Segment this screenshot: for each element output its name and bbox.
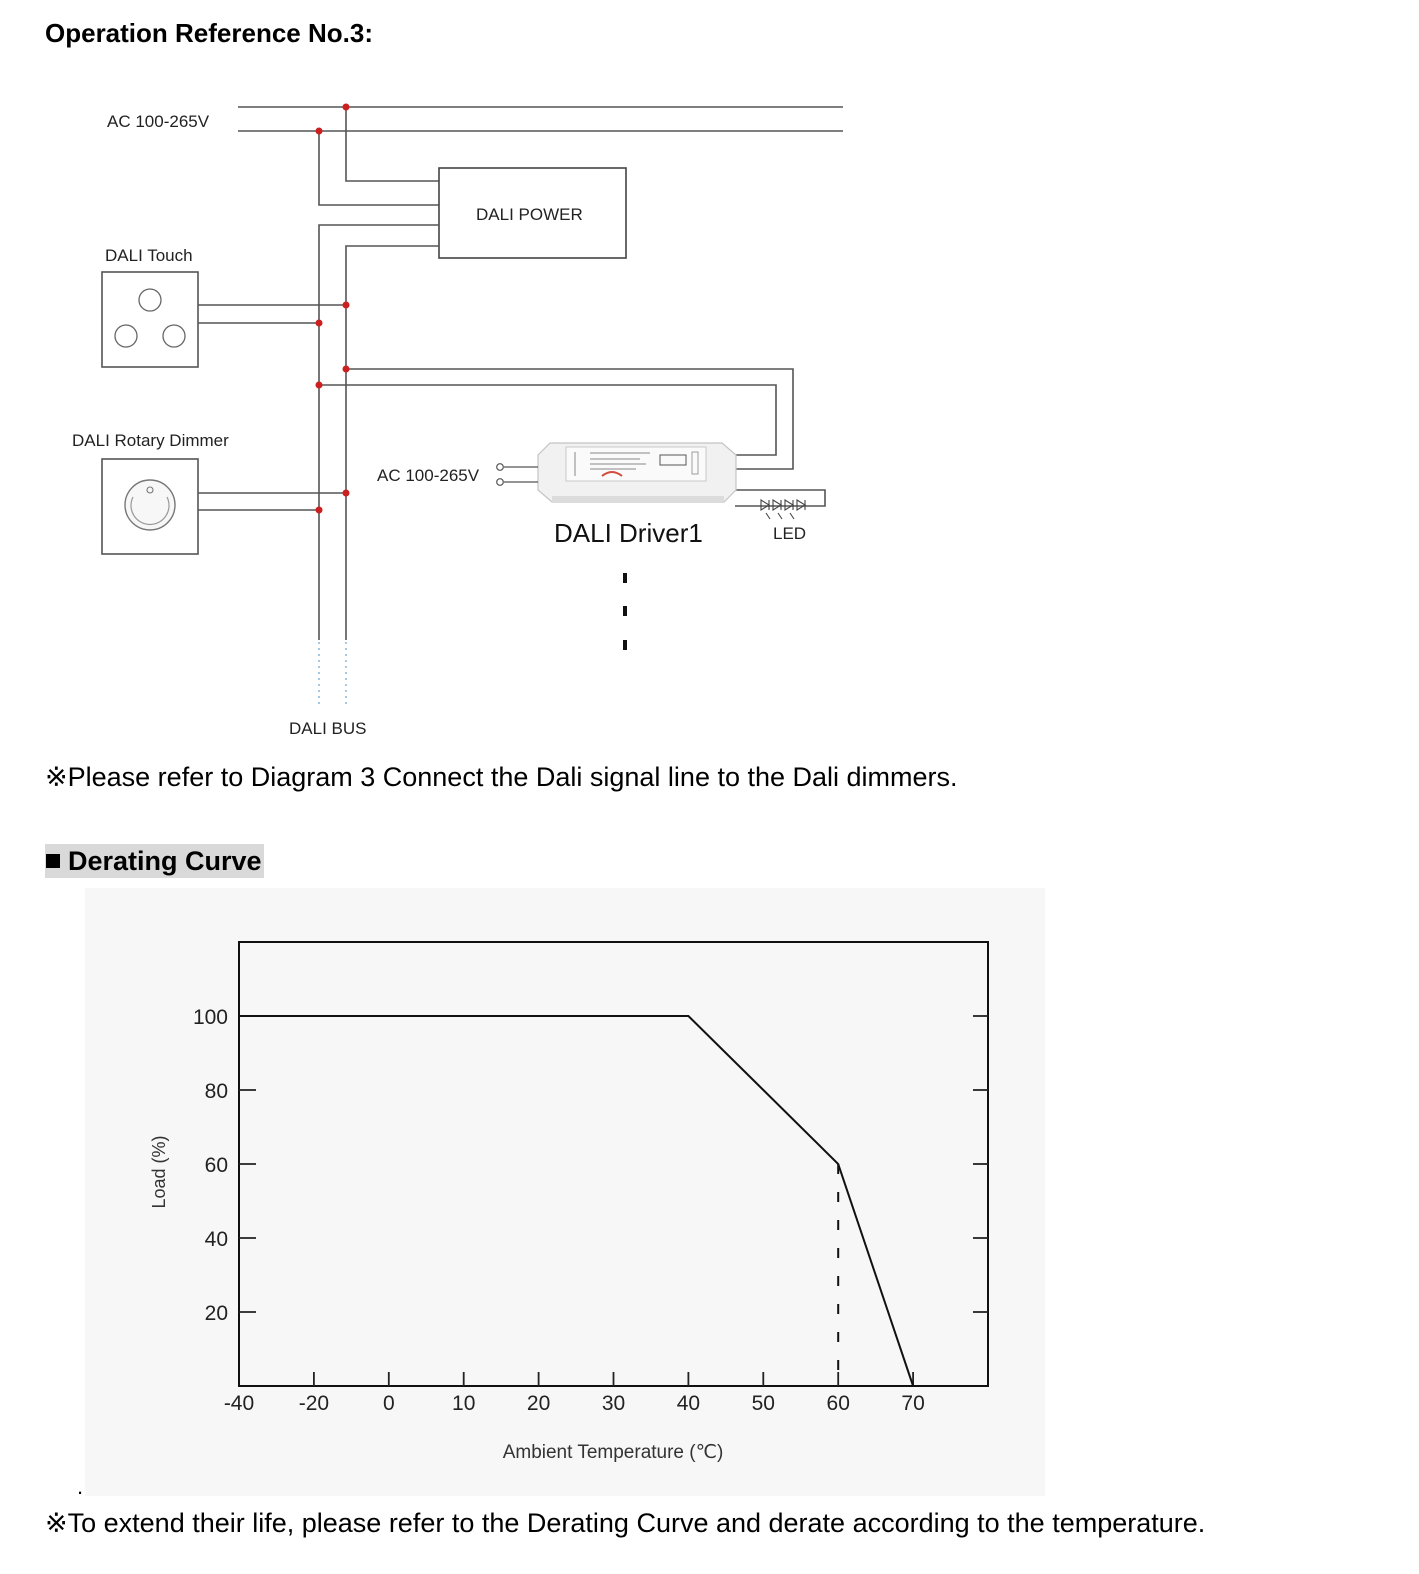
dali-rotary-label: DALI Rotary Dimmer [72, 431, 229, 450]
x-axis-label: Ambient Temperature (℃) [502, 1442, 724, 1463]
driver-label: DALI Driver1 [554, 518, 703, 548]
junction-dot [316, 320, 323, 327]
diagram-note: ※Please refer to Diagram 3 Connect the Dali signal line to the Dali dimmers. [45, 762, 958, 792]
stray-mark: . [77, 1474, 84, 1499]
led-label: LED [773, 524, 807, 543]
x-tick-label: 40 [676, 1392, 701, 1415]
more-drivers-ellipsis [623, 573, 627, 650]
dali-bus-wire-1 [319, 225, 439, 640]
derating-curve-heading [45, 844, 264, 878]
section-title-text: Derating Curve [68, 846, 262, 876]
terminal-icon [497, 464, 504, 471]
x-tick-label: 10 [452, 1392, 476, 1415]
touch-button-icon [115, 325, 137, 347]
derating-chart [85, 888, 1045, 1496]
y-tick-label: 40 [204, 1228, 228, 1251]
x-tick-label: -20 [298, 1392, 330, 1415]
x-tick-label: 60 [826, 1392, 850, 1415]
power-input-wire-1 [346, 107, 439, 181]
dali-driver-device [497, 443, 736, 502]
led-output-wire [735, 490, 825, 506]
x-tick-label: 30 [601, 1392, 626, 1415]
y-tick-label: 60 [204, 1154, 228, 1177]
dali-power-label: DALI POWER [476, 205, 583, 224]
junction-dot [343, 366, 350, 373]
junction-dot [316, 507, 323, 514]
y-tick-label: 20 [204, 1302, 228, 1325]
y-tick-label: 100 [192, 1006, 228, 1029]
x-tick-label: 0 [382, 1392, 395, 1415]
junction-dot [343, 302, 350, 309]
led-icon [761, 500, 805, 519]
wiring-diagram [0, 60, 1419, 760]
derating-note: ※To extend their life, please refer to the Derating Curve and derate according to the temperature. [45, 1508, 1206, 1538]
touch-button-icon [163, 325, 185, 347]
dali-touch-box [102, 272, 198, 367]
junction-dot [343, 104, 350, 111]
touch-button-icon [139, 289, 161, 311]
y-tick-label: 80 [204, 1080, 228, 1103]
y-axis-label: Load (%) [149, 1135, 169, 1209]
junction-dot [316, 382, 323, 389]
x-tick-label: 50 [751, 1392, 775, 1415]
x-tick-label: 20 [526, 1392, 551, 1415]
power-input-wire-2 [319, 131, 439, 205]
junction-dot [316, 128, 323, 135]
dali-bus-wire-2 [346, 246, 439, 640]
dali-touch-label: DALI Touch [105, 246, 193, 265]
square-bullet-icon [46, 854, 60, 868]
terminal-icon [497, 479, 504, 486]
dali-bus-label: DALI BUS [289, 719, 367, 738]
x-tick-label: 70 [901, 1392, 925, 1415]
rotary-knob-icon [125, 480, 175, 530]
ac-driver-label: AC 100-265V [377, 466, 480, 485]
ac-main-label: AC 100-265V [107, 112, 210, 131]
page-heading: Operation Reference No.3: [45, 18, 373, 48]
junction-dot [343, 490, 350, 497]
x-tick-label: -40 [223, 1392, 255, 1415]
